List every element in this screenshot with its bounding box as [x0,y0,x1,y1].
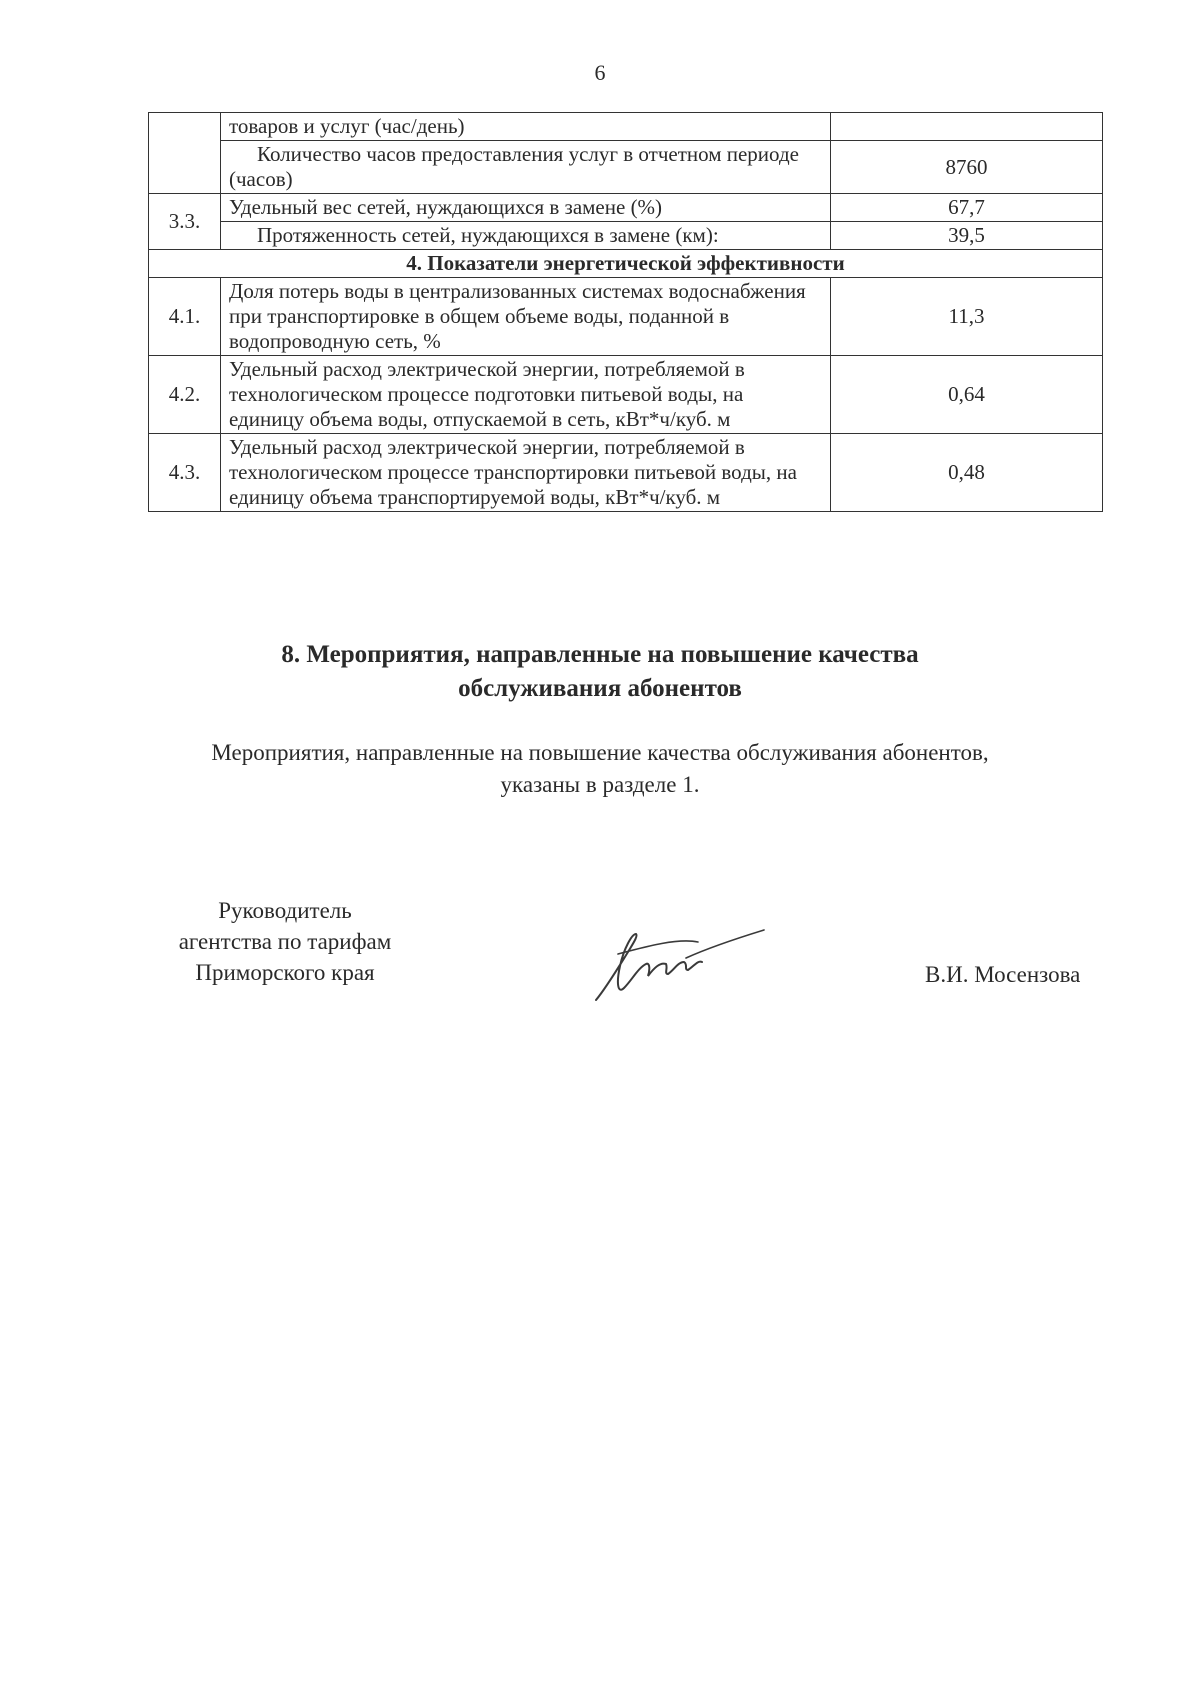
position-line: Руководитель [218,898,352,923]
row-number-cell: 4.3. [149,434,221,512]
table-row [149,434,1103,512]
row-number-cell: 4.1. [149,278,221,356]
table-row [149,356,1103,434]
indicator-name-cell: Количество часов предоставления услуг в отчетном периоде (часов) [221,141,831,194]
indicator-value-cell: 39,5 [831,222,1103,250]
table-row [149,141,1103,194]
row-number-cell: 4.2. [149,356,221,434]
indicator-value-cell [831,113,1103,141]
indicator-name-cell: Удельный расход электрической энергии, потребляемой в технологическом процессе подготовки питьевой воды, на единицу объема воды, отпускаемой в сеть, кВт*ч/куб. м [221,356,831,434]
indicator-value-cell: 8760 [831,141,1103,194]
position-line: агентства по тарифам [178,929,392,954]
section-8-text-line1: Мероприятия, направленные на повышение качества обслуживания абонентов, [211,740,989,765]
indicator-name-cell: Удельный расход электрической энергии, потребляемой в технологическом процессе транспортировки питьевой воды, на единицу объема транспортируемой воды, кВт*ч/куб. м [221,434,831,512]
table-row [149,278,1103,356]
signatory-position [140,895,430,988]
section-8-text-line2: указаны в разделе 1. [500,772,700,797]
indicator-value-cell: 11,3 [831,278,1103,356]
indicator-value-cell: 0,64 [831,356,1103,434]
indicator-value-cell: 0,48 [831,434,1103,512]
indicator-name-cell: Протяженность сетей, нуждающихся в замене (км): [221,222,831,250]
handwritten-signature-icon [588,918,768,1008]
position-line: Приморского края [195,960,375,985]
row-number-cell: 3.3. [149,194,221,250]
section-8-text [0,737,1200,801]
section-8-title-line2: обслуживания абонентов [458,675,742,702]
table-row [149,222,1103,250]
indicators-table [148,112,1103,512]
section-8-title [0,638,1200,706]
table-section-row [149,250,1103,278]
table-row [149,194,1103,222]
page-number: 6 [594,60,606,85]
indicator-name-cell: товаров и услуг (час/день) [221,113,831,141]
signer-name: В.И. Мосензова [925,962,1081,987]
section-heading-cell: 4. Показатели энергетической эффективности [149,250,1103,278]
indicator-name-cell: Доля потерь воды в централизованных системах водоснабжения при транспортировке в общем объеме воды, поданной в водопроводную сеть, % [221,278,831,356]
table-row [149,113,1103,141]
section-8-title-line1: 8. Мероприятия, направленные на повышение качества [281,641,919,668]
indicator-value-cell: 67,7 [831,194,1103,222]
row-number-cell [149,113,221,194]
indicator-name-cell: Удельный вес сетей, нуждающихся в замене (%) [221,194,831,222]
